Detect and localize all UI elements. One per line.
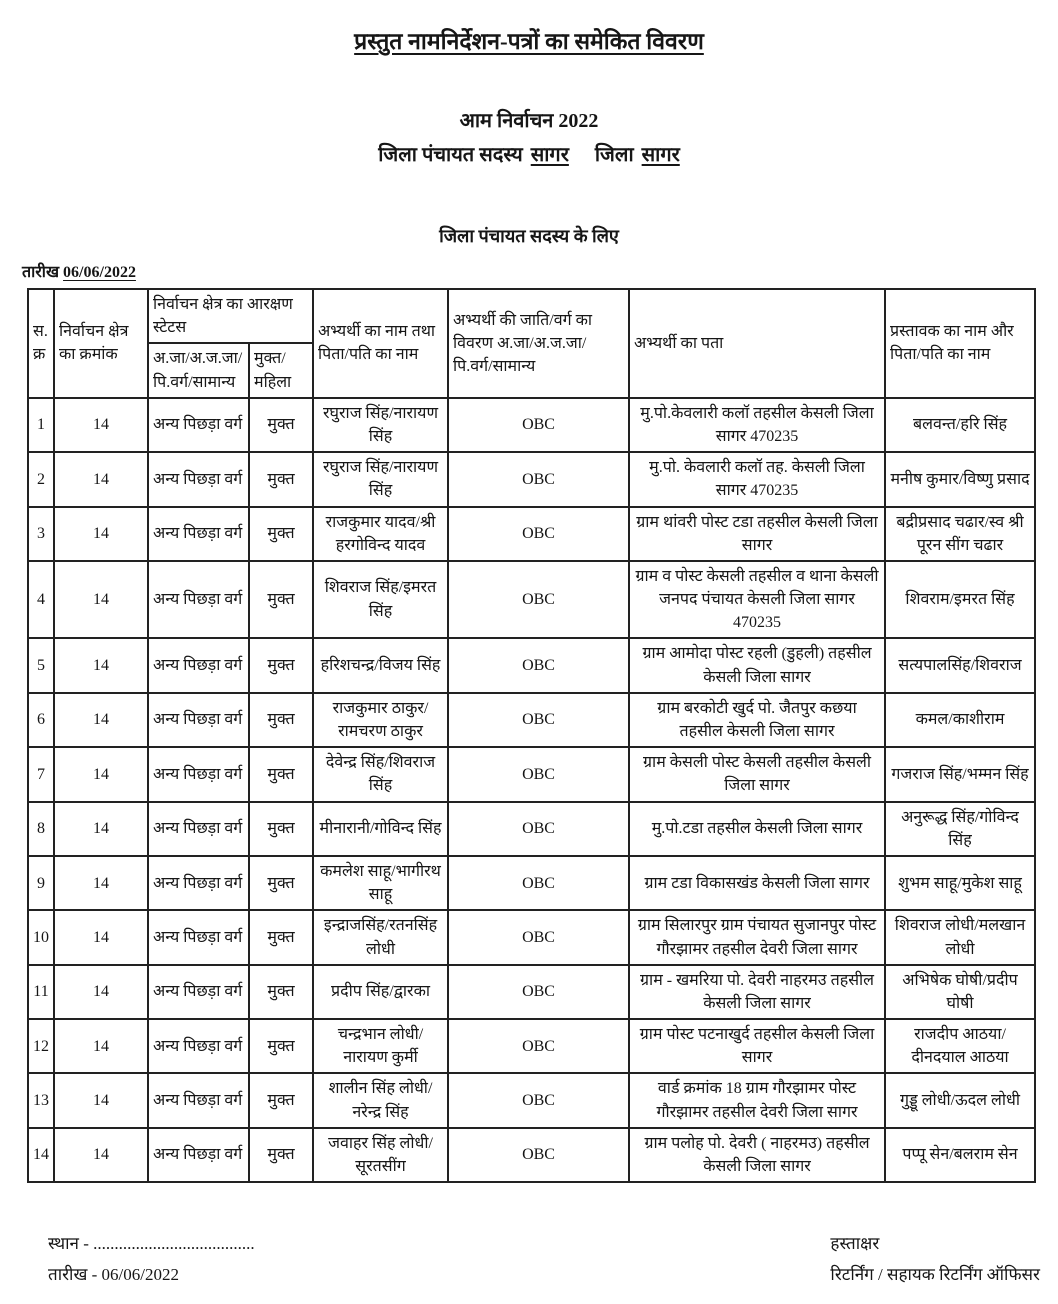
signature-label: हस्ताक्षर <box>830 1234 880 1254</box>
cell-proposer: राजदीप आठया/ दीनदयाल आठया <box>885 1019 1035 1073</box>
cell-address: ग्राम आमोदा पोस्ट रहली (डुहली) तहसील केसली जिला सागर <box>629 638 885 692</box>
cell-constituency: 14 <box>54 561 148 639</box>
date-line-top <box>22 260 1058 282</box>
table-row <box>28 1019 1035 1073</box>
cell-sno: 1 <box>28 398 54 452</box>
cell-free: मुक्त <box>249 638 313 692</box>
cell-constituency: 14 <box>54 1128 148 1182</box>
footer <box>0 1231 1058 1285</box>
cell-address: ग्राम टडा विकासखंड केसली जिला सागर <box>629 856 885 910</box>
cell-sno: 8 <box>28 802 54 856</box>
footer-right <box>830 1231 1040 1285</box>
cell-constituency: 14 <box>54 747 148 801</box>
cell-name: राजकुमार यादव/श्री हरगोविन्द यादव <box>313 507 448 561</box>
cell-category: अन्य पिछड़ा वर्ग <box>148 965 249 1019</box>
district-line <box>0 140 1058 167</box>
table-row <box>28 452 1035 506</box>
cell-proposer: अभिषेक घोषी/प्रदीप घोषी <box>885 965 1035 1019</box>
cell-category: अन्य पिछड़ा वर्ग <box>148 693 249 747</box>
cell-sno: 5 <box>28 638 54 692</box>
cell-name: कमलेश साहू/भागीरथ साहू <box>313 856 448 910</box>
cell-address: वार्ड क्रमांक 18 ग्राम गौरझामर पोस्ट गौरझामर तहसील देवरी जिला सागर <box>629 1073 885 1127</box>
cell-category: अन्य पिछड़ा वर्ग <box>148 1019 249 1073</box>
cell-category: अन्य पिछड़ा वर्ग <box>148 1128 249 1182</box>
cell-free: मुक्त <box>249 910 313 964</box>
header-free-female: मुक्त/ महिला <box>249 343 313 397</box>
header-caste-detail: अभ्यर्थी की जाति/वर्ग का विवरण अ.जा/अ.ज.जा/ पि.वर्ग/सामान्य <box>448 289 629 398</box>
date-value: 06/06/2022 <box>63 264 136 281</box>
cell-category: अन्य पिछड़ा वर्ग <box>148 398 249 452</box>
cell-caste: OBC <box>448 747 629 801</box>
cell-constituency: 14 <box>54 965 148 1019</box>
header-proposer: प्रस्तावक का नाम और पिता/पति का नाम <box>885 289 1035 398</box>
table-row <box>28 965 1035 1019</box>
cell-sno: 12 <box>28 1019 54 1073</box>
cell-address: ग्राम थांवरी पोस्ट टडा तहसील केसली जिला सागर <box>629 507 885 561</box>
cell-name: इन्द्राजसिंह/रतनसिंह लोधी <box>313 910 448 964</box>
cell-caste: OBC <box>448 1073 629 1127</box>
cell-address: ग्राम व पोस्ट केसली तहसील व थाना केसली जनपद पंचायत केसली जिला सागर 470235 <box>629 561 885 639</box>
cell-constituency: 14 <box>54 638 148 692</box>
cell-caste: OBC <box>448 561 629 639</box>
cell-caste: OBC <box>448 1128 629 1182</box>
cell-sno: 13 <box>28 1073 54 1127</box>
cell-category: अन्य पिछड़ा वर्ग <box>148 802 249 856</box>
cell-address: मु.पो. केवलारी कलॉ तह. केसली जिला सागर 470235 <box>629 452 885 506</box>
cell-proposer: अनुरूद्ध सिंह/गोविन्द सिंह <box>885 802 1035 856</box>
cell-caste: OBC <box>448 693 629 747</box>
cell-address: ग्राम सिलारपुर ग्राम पंचायत सुजानपुर पोस्ट गौरझामर तहसील देवरी जिला सागर <box>629 910 885 964</box>
election-year-line: आम निर्वाचन 2022 <box>459 110 599 132</box>
cell-free: मुक्त <box>249 398 313 452</box>
cell-name: मीनारानी/गोविन्द सिंह <box>313 802 448 856</box>
cell-sno: 11 <box>28 965 54 1019</box>
header-candidate-name: अभ्यर्थी का नाम तथा पिता/पति का नाम <box>313 289 448 398</box>
purpose-line: जिला पंचायत सदस्य के लिए <box>439 226 619 246</box>
header-sno: स.क्र <box>28 289 54 398</box>
cell-constituency: 14 <box>54 856 148 910</box>
cell-constituency: 14 <box>54 452 148 506</box>
cell-proposer: बद्रीप्रसाद चढार/स्व श्री पूरन सींग चढार <box>885 507 1035 561</box>
cell-caste: OBC <box>448 802 629 856</box>
cell-name: जवाहर सिंह लोधी/ सूरतसींग <box>313 1128 448 1182</box>
table-row <box>28 398 1035 452</box>
cell-proposer: शिवराज लोधी/मलखान लोधी <box>885 910 1035 964</box>
cell-name: राजकुमार ठाकुर/ रामचरण ठाकुर <box>313 693 448 747</box>
cell-free: मुक्त <box>249 452 313 506</box>
footer-left <box>48 1231 255 1285</box>
cell-caste: OBC <box>448 398 629 452</box>
cell-proposer: सत्यपालसिंह/शिवराज <box>885 638 1035 692</box>
cell-constituency: 14 <box>54 910 148 964</box>
cell-sno: 9 <box>28 856 54 910</box>
date-label: तारीख <box>22 264 60 281</box>
cell-free: मुक्त <box>249 965 313 1019</box>
table-row <box>28 802 1035 856</box>
cell-free: मुक्त <box>249 1019 313 1073</box>
cell-proposer: मनीष कुमार/विष्णु प्रसाद <box>885 452 1035 506</box>
table-row <box>28 507 1035 561</box>
header-address: अभ्यर्थी का पता <box>629 289 885 398</box>
table-row <box>28 638 1035 692</box>
cell-free: मुक्त <box>249 1128 313 1182</box>
cell-caste: OBC <box>448 1019 629 1073</box>
cell-proposer: शिवराम/इमरत सिंह <box>885 561 1035 639</box>
cell-category: अन्य पिछड़ा वर्ग <box>148 856 249 910</box>
cell-caste: OBC <box>448 638 629 692</box>
header-constituency: निर्वाचन क्षेत्र का क्रमांक <box>54 289 148 398</box>
header-category: अ.जा/अ.ज.जा/ पि.वर्ग/सामान्य <box>148 343 249 397</box>
cell-constituency: 14 <box>54 802 148 856</box>
page-title: प्रस्तुत नामनिर्देशन-पत्रों का समेकित विवरण <box>354 29 704 54</box>
cell-proposer: शुभम साहू/मुकेश साहू <box>885 856 1035 910</box>
cell-free: मुक्त <box>249 693 313 747</box>
cell-caste: OBC <box>448 856 629 910</box>
cell-proposer: गजराज सिंह/भम्मन सिंह <box>885 747 1035 801</box>
cell-sno: 4 <box>28 561 54 639</box>
cell-name: चन्द्रभान लोधी/ नारायण कुर्मी <box>313 1019 448 1073</box>
cell-proposer: पप्पू सेन/बलराम सेन <box>885 1128 1035 1182</box>
table-row <box>28 747 1035 801</box>
cell-category: अन्य पिछड़ा वर्ग <box>148 507 249 561</box>
cell-category: अन्य पिछड़ा वर्ग <box>148 910 249 964</box>
place-line: स्थान - ...................................... <box>48 1234 255 1254</box>
cell-free: मुक्त <box>249 747 313 801</box>
table-row <box>28 561 1035 639</box>
cell-sno: 2 <box>28 452 54 506</box>
header-reservation-status: निर्वाचन क्षेत्र का आरक्षण स्टेटस <box>148 289 313 343</box>
footer-date-line: तारीख - 06/06/2022 <box>48 1265 179 1285</box>
cell-free: मुक्त <box>249 802 313 856</box>
cell-sno: 14 <box>28 1128 54 1182</box>
cell-free: मुक्त <box>249 856 313 910</box>
cell-category: अन्य पिछड़ा वर्ग <box>148 638 249 692</box>
cell-address: ग्राम - खमरिया पो. देवरी नाहरमउ तहसील केसली जिला सागर <box>629 965 885 1019</box>
cell-caste: OBC <box>448 507 629 561</box>
officer-line: रिटर्निंग / सहायक रिटर्निंग ऑफिसर <box>830 1265 1040 1285</box>
cell-address: ग्राम पलोह पो. देवरी ( नाहरमउ) तहसील केसली जिला सागर <box>629 1128 885 1182</box>
cell-sno: 6 <box>28 693 54 747</box>
table-row <box>28 1128 1035 1182</box>
cell-name: हरिशचन्द्र/विजय सिंह <box>313 638 448 692</box>
cell-sno: 10 <box>28 910 54 964</box>
cell-name: शालीन सिंह लोधी/ नरेन्द्र सिंह <box>313 1073 448 1127</box>
cell-address: ग्राम बरकोटी खुर्द पो. जैतपुर कछया तहसील केसली जिला सागर <box>629 693 885 747</box>
cell-address: मु.पो.टडा तहसील केसली जिला सागर <box>629 802 885 856</box>
table-body <box>28 398 1035 1182</box>
district-line-prefix: जिला पंचायत सदस्य <box>378 144 523 166</box>
cell-sno: 3 <box>28 507 54 561</box>
cell-name: देवेन्द्र सिंह/शिवराज सिंह <box>313 747 448 801</box>
cell-category: अन्य पिछड़ा वर्ग <box>148 561 249 639</box>
cell-free: मुक्त <box>249 1073 313 1127</box>
cell-constituency: 14 <box>54 507 148 561</box>
cell-category: अन्य पिछड़ा वर्ग <box>148 1073 249 1127</box>
cell-free: मुक्त <box>249 561 313 639</box>
cell-constituency: 14 <box>54 398 148 452</box>
cell-free: मुक्त <box>249 507 313 561</box>
district-name-1: सागर <box>530 144 569 166</box>
cell-constituency: 14 <box>54 1073 148 1127</box>
nominations-table <box>27 288 1036 1183</box>
cell-category: अन्य पिछड़ा वर्ग <box>148 452 249 506</box>
cell-address: मु.पो.केवलारी कलॉ तहसील केसली जिला सागर 470235 <box>629 398 885 452</box>
table-row <box>28 693 1035 747</box>
cell-address: ग्राम पोस्ट पटनाखुर्द तहसील केसली जिला सागर <box>629 1019 885 1073</box>
cell-name: रघुराज सिंह/नारायण सिंह <box>313 452 448 506</box>
cell-proposer: बलवन्त/हरि सिंह <box>885 398 1035 452</box>
cell-caste: OBC <box>448 452 629 506</box>
cell-category: अन्य पिछड़ा वर्ग <box>148 747 249 801</box>
table-row <box>28 910 1035 964</box>
table-row <box>28 1073 1035 1127</box>
cell-proposer: कमल/काशीराम <box>885 693 1035 747</box>
document-page <box>0 24 1058 1304</box>
cell-caste: OBC <box>448 965 629 1019</box>
district-name-2: सागर <box>641 144 680 166</box>
cell-sno: 7 <box>28 747 54 801</box>
cell-constituency: 14 <box>54 693 148 747</box>
cell-address: ग्राम केसली पोस्ट केसली तहसील केसली जिला सागर <box>629 747 885 801</box>
cell-caste: OBC <box>448 910 629 964</box>
cell-name: शिवराज सिंह/इमरत सिंह <box>313 561 448 639</box>
table-row <box>28 856 1035 910</box>
district-label: जिला <box>594 144 634 166</box>
cell-name: रघुराज सिंह/नारायण सिंह <box>313 398 448 452</box>
cell-name: प्रदीप सिंह/द्वारका <box>313 965 448 1019</box>
cell-proposer: गुड्डू लोधी/ऊदल लोधी <box>885 1073 1035 1127</box>
cell-constituency: 14 <box>54 1019 148 1073</box>
